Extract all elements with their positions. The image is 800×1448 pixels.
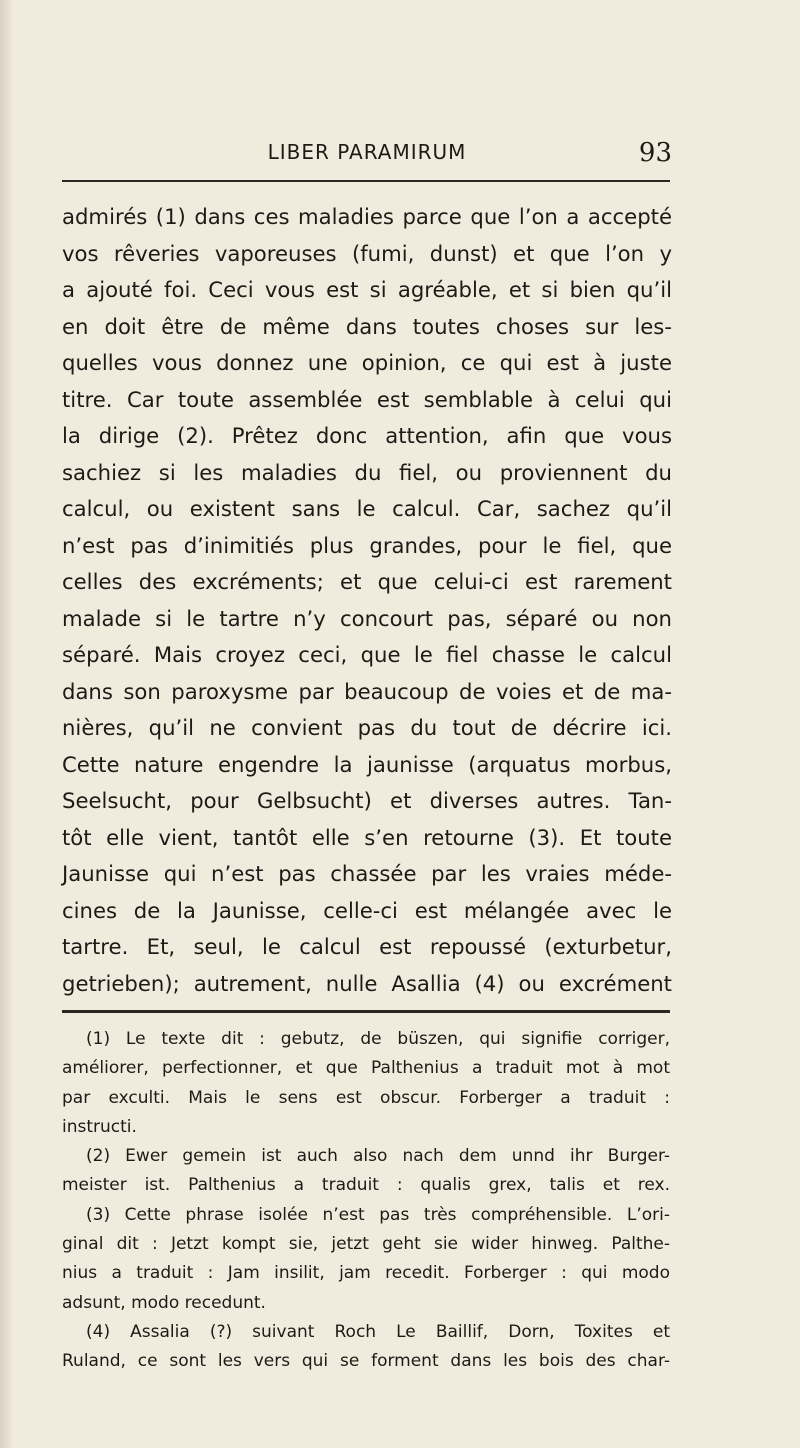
footnote-3 [62, 1201, 670, 1318]
footnote-line: améliorer, perfectionner, et que Palthenius a traduit mot à mot [62, 1058, 670, 1079]
text-line: en doit être de même dans toutes choses sur les- [62, 313, 672, 339]
text-line: sachiez si les maladies du fiel, ou proviennent du [62, 459, 672, 485]
footnote-line: (3) Cette phrase isolée n’est pas très compréhensible. L’ori- [86, 1204, 670, 1225]
header-rule [62, 180, 670, 182]
footnote-line: (2) Ewer gemein ist auch also nach dem unnd ihr Burger- [86, 1146, 670, 1167]
text-line: Seelsucht, pour Gelbsucht) et diverses autres. Tan- [62, 788, 672, 813]
text-line: vos rêveries vaporeuses (fumi, dunst) et que l’on y [62, 240, 672, 266]
text-line: tôt elle vient, tantôt elle s’en retourne (3). Et toute [62, 824, 672, 850]
text-line: getrieben); autrement, nulle Asallia (4) ou excrément [62, 970, 672, 996]
footnote-rule [62, 1010, 670, 1013]
text-line: titre. Car toute assemblée est semblable à celui qui [62, 386, 672, 412]
text-line: admirés (1) dans ces maladies parce que l’on a accepté [62, 204, 672, 229]
footnote-line: instructi. [62, 1116, 137, 1137]
running-head-title: LIBER PARAMIRUM [267, 140, 467, 164]
footnote-line: (1) Le texte dit : gebutz, de büszen, qui signifie corriger, [86, 1029, 670, 1049]
text-line: nières, qu’il ne convient pas du tout de décrire ici. [62, 715, 672, 740]
text-line: a ajouté foi. Ceci vous est si agréable, et si bien qu’il [62, 277, 672, 302]
footnotes [62, 1025, 670, 1377]
footnote-line: adsunt, modo recedunt. [62, 1292, 266, 1313]
text-line: quelles vous donnez une opinion, ce qui est à juste [62, 350, 672, 375]
main-text [62, 199, 672, 1002]
text-line: n’est pas d’inimitiés plus grandes, pour le fiel, que [62, 532, 672, 558]
text-line: tartre. Et, seul, le calcul est repoussé (exturbetur, [62, 934, 672, 959]
footnote-line: ginal dit : Jetzt kompt sie, jetzt geht sie wider hinweg. Palthe- [62, 1234, 670, 1255]
footnote-line: nius a traduit : Jam insilit, jam recedit. Forberger : qui modo [62, 1263, 670, 1284]
text-line: la dirige (2). Prêtez donc attention, afin que vous [62, 423, 672, 448]
footnote-line: meister ist. Palthenius a traduit : qualis grex, talis et rex. [62, 1175, 670, 1196]
text-line: calcul, ou existent sans le calcul. Car, sachez qu’il [62, 496, 672, 521]
text-line: Jaunisse qui n’est pas chassée par les vraies méde- [62, 861, 672, 886]
footnote-line: (4) Assalia (?) suivant Roch Le Baillif, Dorn, Toxites et [86, 1321, 670, 1342]
text-line: dans son paroxysme par beaucoup de voies et de ma- [62, 678, 672, 704]
text-line: celles des excréments; et que celui-ci est rarement [62, 569, 672, 594]
footnote-line: Ruland, ce sont les vers qui se forment dans les bois des char- [62, 1351, 670, 1372]
footnote-4 [62, 1318, 670, 1377]
page-number: 93 [638, 138, 672, 168]
text-line: malade si le tartre n’y concourt pas, séparé ou non [62, 605, 672, 631]
text-line: Cette nature engendre la jaunisse (arquatus morbus, [62, 751, 672, 777]
text-line: séparé. Mais croyez ceci, que le fiel chasse le calcul [62, 642, 672, 667]
running-head [62, 136, 672, 176]
footnote-1 [62, 1025, 670, 1142]
text-line: cines de la Jaunisse, celle-ci est mélangée avec le [62, 897, 672, 923]
footnote-2 [62, 1142, 670, 1201]
page-edge [0, 0, 12, 1448]
footnote-line: par exculti. Mais le sens est obscur. Forberger a traduit : [62, 1087, 670, 1108]
